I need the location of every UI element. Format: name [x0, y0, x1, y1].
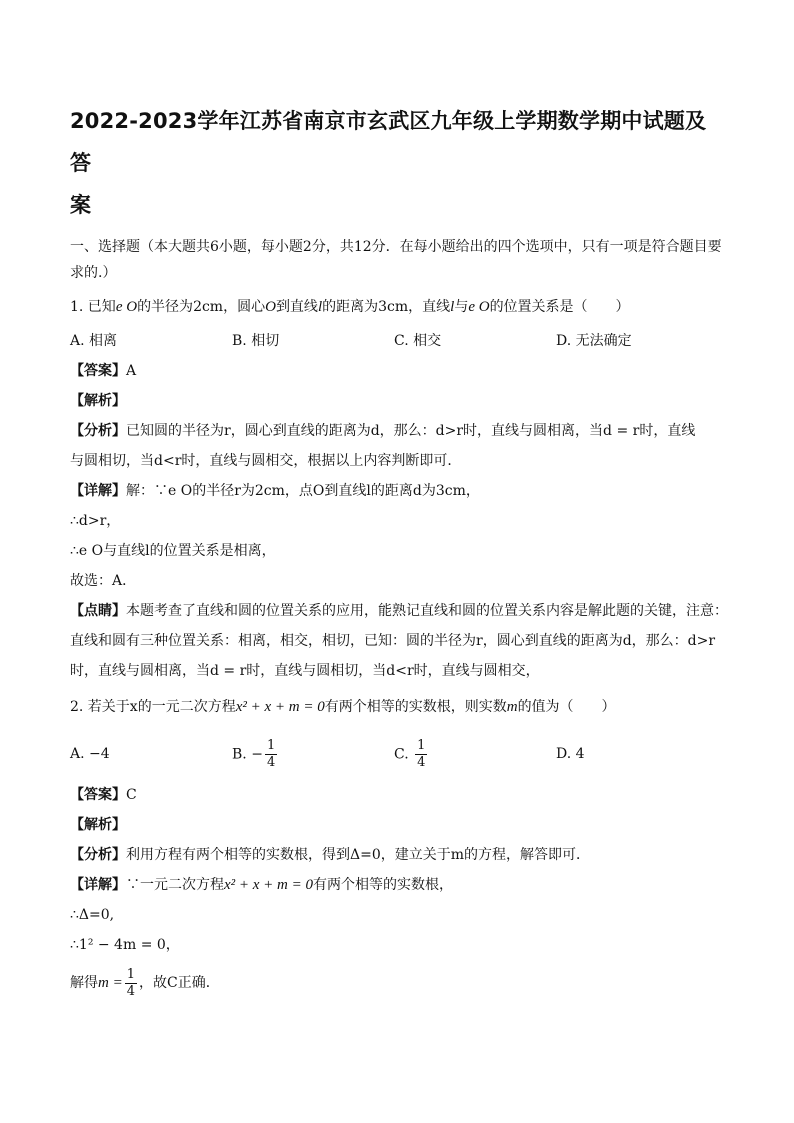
title-line-2: 案 — [70, 193, 92, 217]
q1-step-3: 故选：A． — [70, 573, 137, 589]
q1-option-a: A. 相离 — [70, 333, 118, 349]
fraction: $\frac{1}{4}$ — [266, 737, 276, 770]
q1-options — [70, 326, 724, 356]
q1-option-d: D. 无法确定 — [556, 333, 632, 349]
circle-symbol: e O — [115, 299, 138, 315]
fraction: $\frac{1}{4}$ — [126, 966, 135, 999]
q1-answer: 【答案】A — [70, 363, 137, 379]
section-heading: 一、选择题（本大题共6小题，每小题2分，共12分．在每小题给出的四个选项中，只有一项是符合题目要求的.） — [70, 239, 722, 281]
q2-option-d: D. 4 — [556, 746, 585, 762]
q1-fenxi-line-2: 与圆相切，当d<r时，直线与圆相交，根据以上内容判断即可． — [70, 453, 462, 469]
q1-dianjing-line-1: 【点睛】本题考查了直线和圆的位置关系的应用，能熟记直线和圆的位置关系内容是解此题的关键，注意： — [70, 603, 728, 619]
q1-fenxi-line-1: 【分析】已知圆的半径为r，圆心到直线的距离为d，那么：d>r时，直线与圆相离，当d = r时，直线 — [70, 423, 696, 439]
q1-stem: 1. 已知e O的半径为2cm，圆心O到直线l的距离为3cm，直线l与e O的位置关系是（ ） — [70, 299, 630, 315]
q2-step-1: ∴Δ=0, — [70, 907, 115, 923]
q1-xiangjie: 【详解】解：∵e O的半径r为2cm，点O到直线l的距离d为3cm， — [70, 483, 480, 499]
q1-analysis-heading: 【解析】 — [70, 393, 126, 409]
q2-stem: 2. 若关于x的一元二次方程x² + x + m = 0有两个相等的实数根，则实数m的值为（ ） — [70, 699, 616, 715]
q2-options — [70, 728, 724, 780]
q1-option-b: B. 相切 — [232, 333, 280, 349]
q1-step-1: ∴d>r， — [70, 513, 121, 529]
q2-equation: x² + x + m = 0 — [235, 699, 325, 715]
q2-option-c: C. $\frac{1}{4}$ — [394, 737, 426, 770]
q1-dianjing-line-2: 直线和圆有三种位置关系：相离，相交，相切，已知：圆的半径为r，圆心到直线的距离为d，那么：d>r — [70, 633, 716, 649]
q2-answer: 【答案】C — [70, 787, 137, 803]
q2-step-3: 解得 m = $\frac{1}{4}$ ，故C正确． — [70, 966, 220, 999]
q1-step-2: ∴e O与直线l的位置关系是相离， — [70, 543, 276, 559]
q2-option-a: A. −4 — [70, 746, 110, 762]
q2-fenxi: 【分析】利用方程有两个相等的实数根，得到Δ=0，建立关于m的方程，解答即可． — [70, 847, 591, 863]
q2-step-2: ∴1² − 4m = 0， — [70, 937, 180, 953]
document-title — [70, 100, 724, 226]
q2-analysis-heading: 【解析】 — [70, 817, 126, 833]
fraction: $\frac{1}{4}$ — [417, 737, 426, 770]
title-line-1: 2022-2023学年江苏省南京市玄武区九年级上学期数学期中试题及答 — [70, 109, 707, 175]
q1-dianjing-line-3: 时，直线与圆相离，当d = r时，直线与圆相切，当d<r时，直线与圆相交， — [70, 663, 540, 679]
q1-option-c: C. 相交 — [394, 333, 442, 349]
q2-xiangjie: 【详解】∵一元二次方程x² + x + m = 0有两个相等的实数根， — [70, 877, 454, 893]
q2-option-b: B. − $\frac{1}{4}$ — [232, 737, 276, 770]
